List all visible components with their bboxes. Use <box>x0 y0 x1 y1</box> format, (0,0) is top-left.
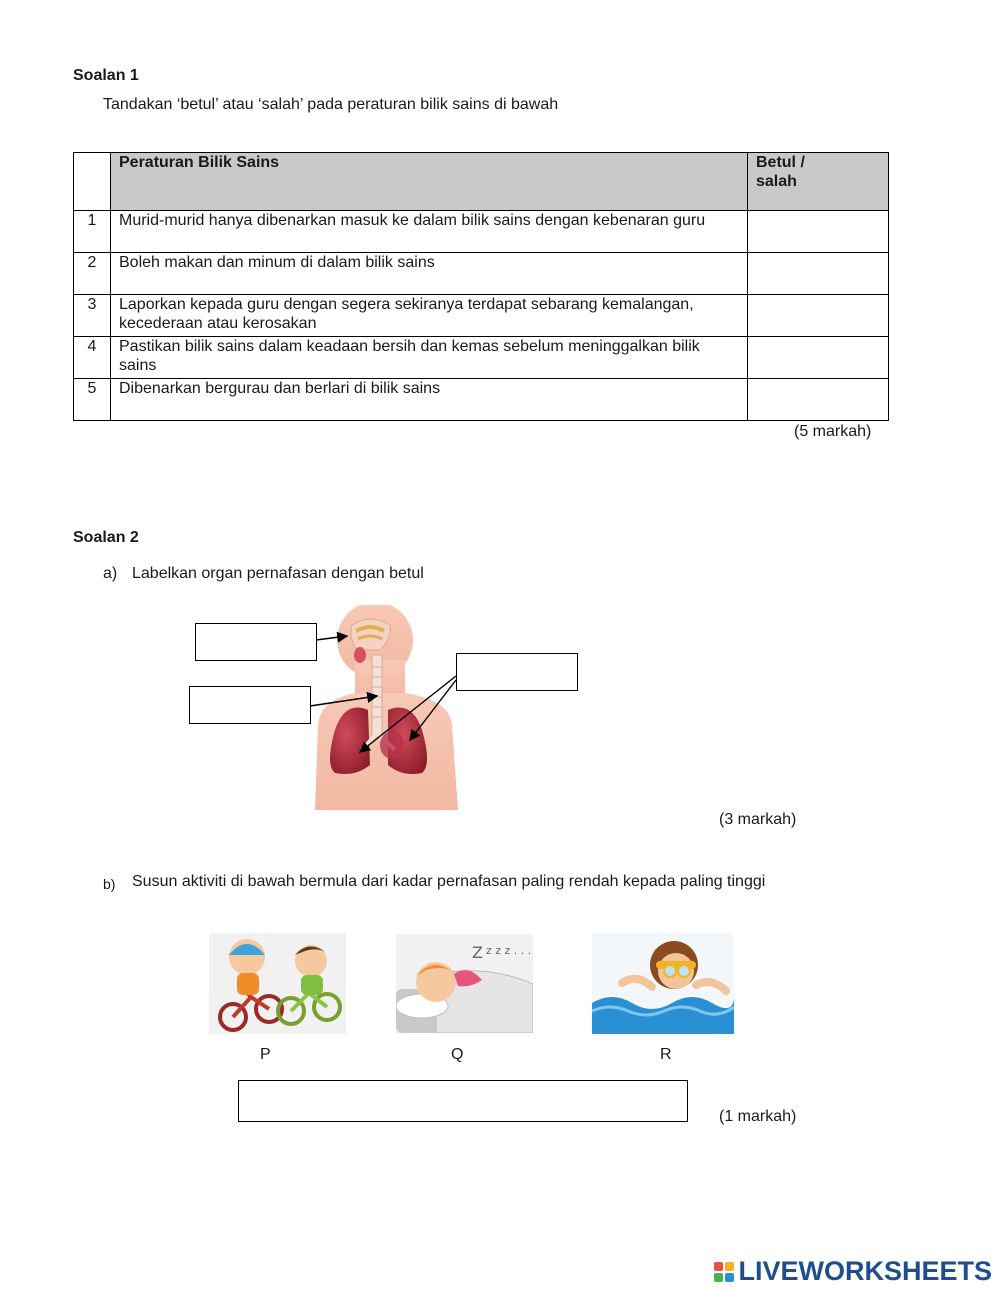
q2b-label: b) <box>103 876 116 892</box>
letter-p: P <box>260 1046 271 1063</box>
cycling-image <box>209 933 346 1034</box>
q1-instruction: Tandakan ‘betul’ atau ‘salah’ pada peraturan bilik sains di bawah <box>103 96 559 113</box>
q2a-instruction: Labelkan organ pernafasan dengan betul <box>132 565 424 582</box>
svg-text:z z z . . .: z z z . . . <box>486 944 532 957</box>
q2b-instruction: Susun aktiviti di bawah bermula dari kadar pernafasan paling rendah kepada paling tinggi <box>132 873 766 890</box>
row-number: 4 <box>74 337 111 379</box>
q2b-marks: (1 markah) <box>719 1108 797 1125</box>
row-rule-text: Pastikan bilik sains dalam keadaan bersih dan kemas sebelum meninggalkan bilik sains <box>111 337 748 379</box>
letter-q: Q <box>451 1046 464 1063</box>
row-number: 1 <box>74 211 111 253</box>
sleeping-image <box>396 934 533 1033</box>
row-number: 5 <box>74 379 111 421</box>
row-rule-text: Murid-murid hanya dibenarkan masuk ke dalam bilik sains dengan kebenaran guru <box>111 211 748 253</box>
sequence-answer-box[interactable] <box>238 1080 688 1122</box>
header-rule-cell: Peraturan Bilik Sains <box>111 153 748 211</box>
row-number: 2 <box>74 253 111 295</box>
svg-text:Z: Z <box>472 943 483 962</box>
liveworksheets-logo-icon <box>714 1262 734 1282</box>
header-answer-line1: Betul / <box>756 154 805 171</box>
q1-heading: Soalan 1 <box>73 67 139 84</box>
brand-name: LIVEWORKSHEETS <box>738 1256 992 1286</box>
row-rule-text: Laporkan kepada guru dengan segera sekiranya terdapat sebarang kemalangan, kecederaan atau kerosakan <box>111 295 748 337</box>
swimming-image <box>592 933 734 1034</box>
letter-r: R <box>660 1046 672 1063</box>
liveworksheets-logo <box>714 1256 992 1287</box>
row-rule-text: Dibenarkan bergurau dan berlari di bilik sains <box>111 379 748 421</box>
q2a-label: a) <box>103 565 118 582</box>
row-rule-text: Boleh makan dan minum di dalam bilik sains <box>111 253 748 295</box>
q2a-marks: (3 markah) <box>719 811 797 828</box>
row-number: 3 <box>74 295 111 337</box>
header-answer-line2: salah <box>756 173 797 190</box>
q1-marks: (5 markah) <box>794 423 872 440</box>
q2-heading: Soalan 2 <box>73 529 139 546</box>
